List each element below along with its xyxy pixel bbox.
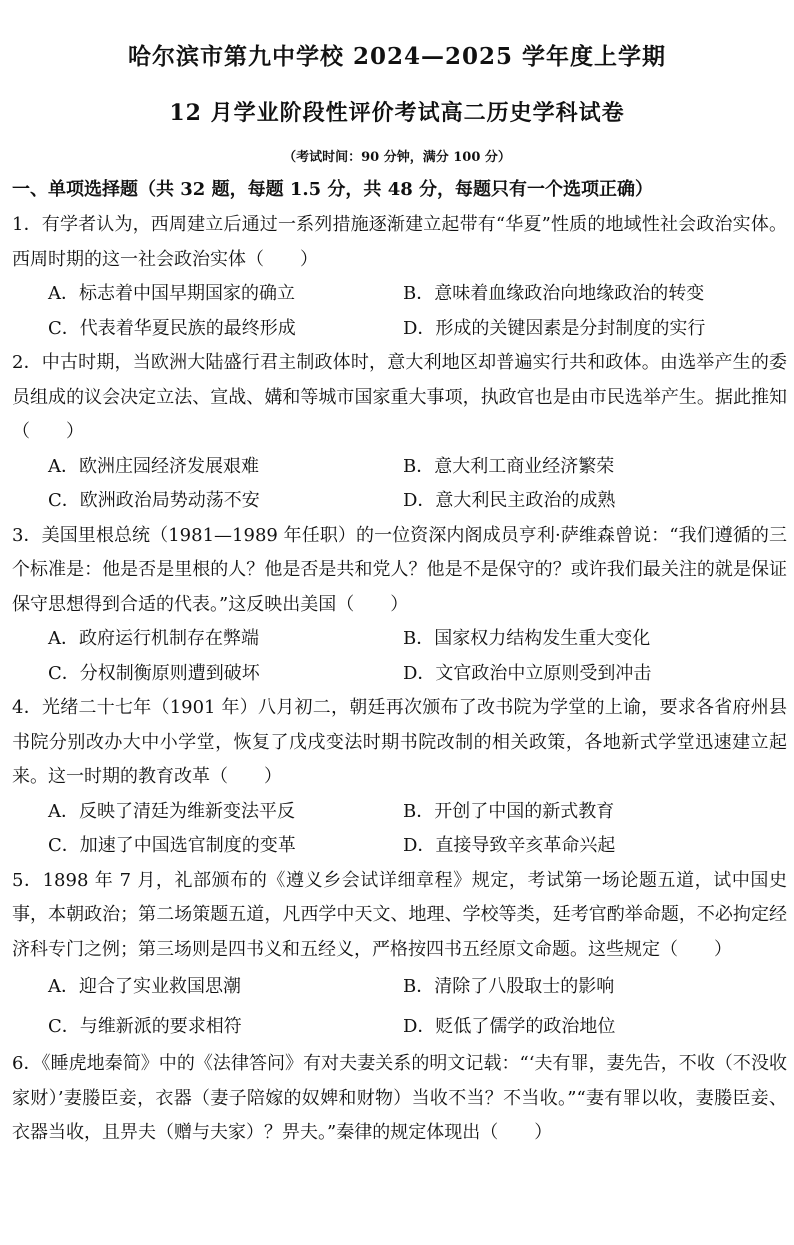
section-heading: 一、单项选择题（共 32 题，每题 1.5 分，共 48 分，每题只有一个选项正确） xyxy=(12,179,654,200)
option-a: A．标志着中国早期国家的确立 xyxy=(48,283,295,304)
option-group xyxy=(12,277,787,346)
option-c: C．加速了中国选官制度的变革 xyxy=(48,835,296,856)
question-stem: 6．《睡虎地秦简》中的《法律答问》有对夫妻关系的明文记载：“‘夫有罪，妻先告，不收（不没收家财）’妻媵臣妾，衣器（妻子陪嫁的奴婢和财物）当收不当？不当收。”“妻有罪以收，妻媵臣妾、衣器当收，且畀夫（赠与夫家）？畀夫。”秦律的规定体现出（ ） xyxy=(12,1053,787,1143)
exam-title-line2: 12 月学业阶段性评价考试高二历史学科试卷 xyxy=(169,100,625,126)
option-group xyxy=(12,795,787,864)
option-a: A．迎合了实业救国思潮 xyxy=(48,976,241,997)
option-b: B．意味着血缘政治向地缘政治的转变 xyxy=(403,283,705,304)
option-c: C．与维新派的要求相符 xyxy=(48,1016,242,1037)
question-4 xyxy=(12,691,787,864)
question-6 xyxy=(12,1047,787,1151)
option-c: C．代表着华夏民族的最终形成 xyxy=(48,317,296,339)
option-b: B．清除了八股取士的影响 xyxy=(403,976,615,997)
option-d: D．直接导致辛亥革命兴起 xyxy=(403,835,616,856)
option-b: B．国家权力结构发生重大变化 xyxy=(403,628,651,649)
option-a: A．反映了清廷为维新变法平反 xyxy=(48,800,295,822)
question-list xyxy=(12,208,787,1151)
option-d: D．贬低了儒学的政治地位 xyxy=(403,1016,616,1037)
option-c: C．欧洲政治局势动荡不安 xyxy=(48,490,260,511)
option-b: B．意大利工商业经济繁荣 xyxy=(403,455,615,477)
option-c: C．分权制衡原则遭到破坏 xyxy=(48,662,260,684)
question-stem: 3．美国里根总统（1981—1989 年任职）的一位资深内阁成员亨利·萨维森曾说：“我们遵循的三个标准是：他是否是里根的人？他是否是共和党人？他是不是保守的？或许我们最关注的就是保证保守思想得到合适的代表。”这反映出美国（ ） xyxy=(12,524,787,615)
question-stem: 1．有学者认为，西周建立后通过一系列措施逐渐建立起带有“华夏”性质的地域性社会政治实体。西周时期的这一社会政治实体（ ） xyxy=(12,214,787,270)
question-5 xyxy=(12,864,787,1048)
option-group xyxy=(12,450,787,519)
exam-info: （考试时间：90 分钟，满分 100 分） xyxy=(283,150,511,165)
question-3 xyxy=(12,519,787,692)
question-stem: 4．光绪二十七年（1901 年）八月初二，朝廷再次颁布了改书院为学堂的上谕，要求各省府州县书院分别改办大中小学堂，恢复了戊戌变法时期书院改制的相关政策，各地新式学堂迅速建立起来。这一时期的教育改革（ ） xyxy=(12,697,787,787)
option-a: A．欧洲庄园经济发展艰难 xyxy=(48,455,259,477)
option-d: D．文官政治中立原则受到冲击 xyxy=(403,662,652,684)
exam-title-line1: 哈尔滨市第九中学校 2024—2025 学年度上学期 xyxy=(127,43,667,70)
question-stem: 5．1898 年 7 月，礼部颁布的《遵义乡会试详细章程》规定，考试第一场论题五道，试中国史事，本朝政治；第二场策题五道，凡西学中天文、地理、学校等类，廷考官酌举命题，不必拘定经济科专门之例；第三场则是四书义和五经义，严格按四书五经原文命题。这些规定（ ） xyxy=(12,869,787,960)
option-group xyxy=(12,967,787,1047)
question-2 xyxy=(12,346,787,519)
question-stem: 2．中古时期，当欧洲大陆盛行君主制政体时，意大利地区却普遍实行共和政体。由选举产生的委员组成的议会决定立法、宣战、媾和等城市国家重大事项，执政官也是由市民选举产生。据此推知（ ） xyxy=(12,352,787,442)
option-d: D．意大利民主政治的成熟 xyxy=(403,490,616,511)
option-d: D．形成的关键因素是分封制度的实行 xyxy=(403,317,706,339)
option-a: A．政府运行机制存在弊端 xyxy=(48,628,259,649)
question-1 xyxy=(12,208,787,346)
option-b: B．开创了中国的新式教育 xyxy=(403,800,615,822)
option-group xyxy=(12,622,787,691)
